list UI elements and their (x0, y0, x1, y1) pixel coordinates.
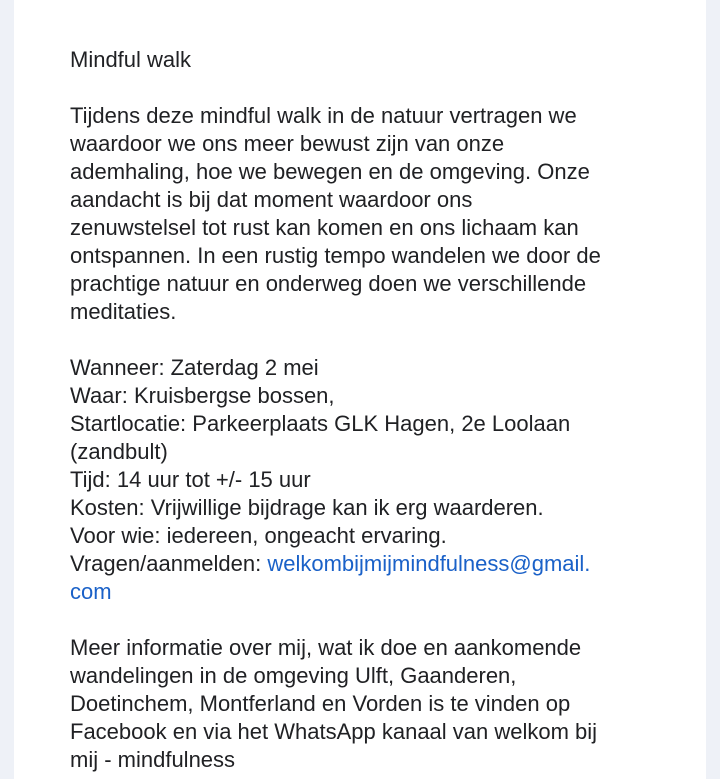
text-line: ademhaling, hoe we bewegen en de omgeving. Onze (70, 159, 590, 184)
text-line: meditaties. (70, 299, 177, 324)
text-line: Tijdens deze mindful walk in de natuur vertragen we (70, 103, 577, 128)
detail-start-location: Startlocatie: Parkeerplaats GLK Hagen, 2e Loolaan (70, 411, 571, 436)
text-line: Facebook en via het WhatsApp kanaal van welkom bij (70, 719, 598, 744)
text-line: waardoor we ons meer bewust zijn van onze (70, 131, 505, 156)
detail-cost: Kosten: Vrijwillige bijdrage kan ik erg waarderen. (70, 495, 544, 520)
text-line: aandacht is bij dat moment waardoor ons (70, 187, 473, 212)
text-line: zenuwstelsel tot rust kan komen en ons lichaam kan (70, 215, 579, 240)
post-title: Mindful walk (70, 47, 192, 72)
email-link[interactable]: welkombijmijmindfulness@gmail. (267, 551, 591, 576)
intro-paragraph (70, 102, 601, 326)
outro-paragraph (70, 634, 601, 774)
text-line: mij - mindfulness (70, 747, 236, 772)
contact-label: Vragen/aanmelden: (70, 551, 268, 576)
text-line: prachtige natuur en onderweg doen we verschillende (70, 271, 587, 296)
detail-when: Wanneer: Zaterdag 2 mei (70, 355, 319, 380)
detail-contact (70, 550, 601, 578)
detail-start-location-cont: (zandbult) (70, 439, 168, 464)
post-body (70, 46, 601, 774)
text-line: ontspannen. In een rustig tempo wandelen we door de (70, 243, 601, 268)
text-line: wandelingen in de omgeving Ulft, Gaanderen, (70, 663, 517, 688)
text-line: Doetinchem, Montferland en Vorden is te vinden op (70, 691, 571, 716)
email-link-cont[interactable]: com (70, 579, 112, 604)
detail-where: Waar: Kruisbergse bossen, (70, 383, 335, 408)
text-line: Meer informatie over mij, wat ik doe en aankomende (70, 635, 582, 660)
post-card (14, 0, 706, 779)
detail-time: Tijd: 14 uur tot +/- 15 uur (70, 467, 311, 492)
detail-audience: Voor wie: iedereen, ongeacht ervaring. (70, 523, 447, 548)
details-paragraph (70, 354, 601, 606)
